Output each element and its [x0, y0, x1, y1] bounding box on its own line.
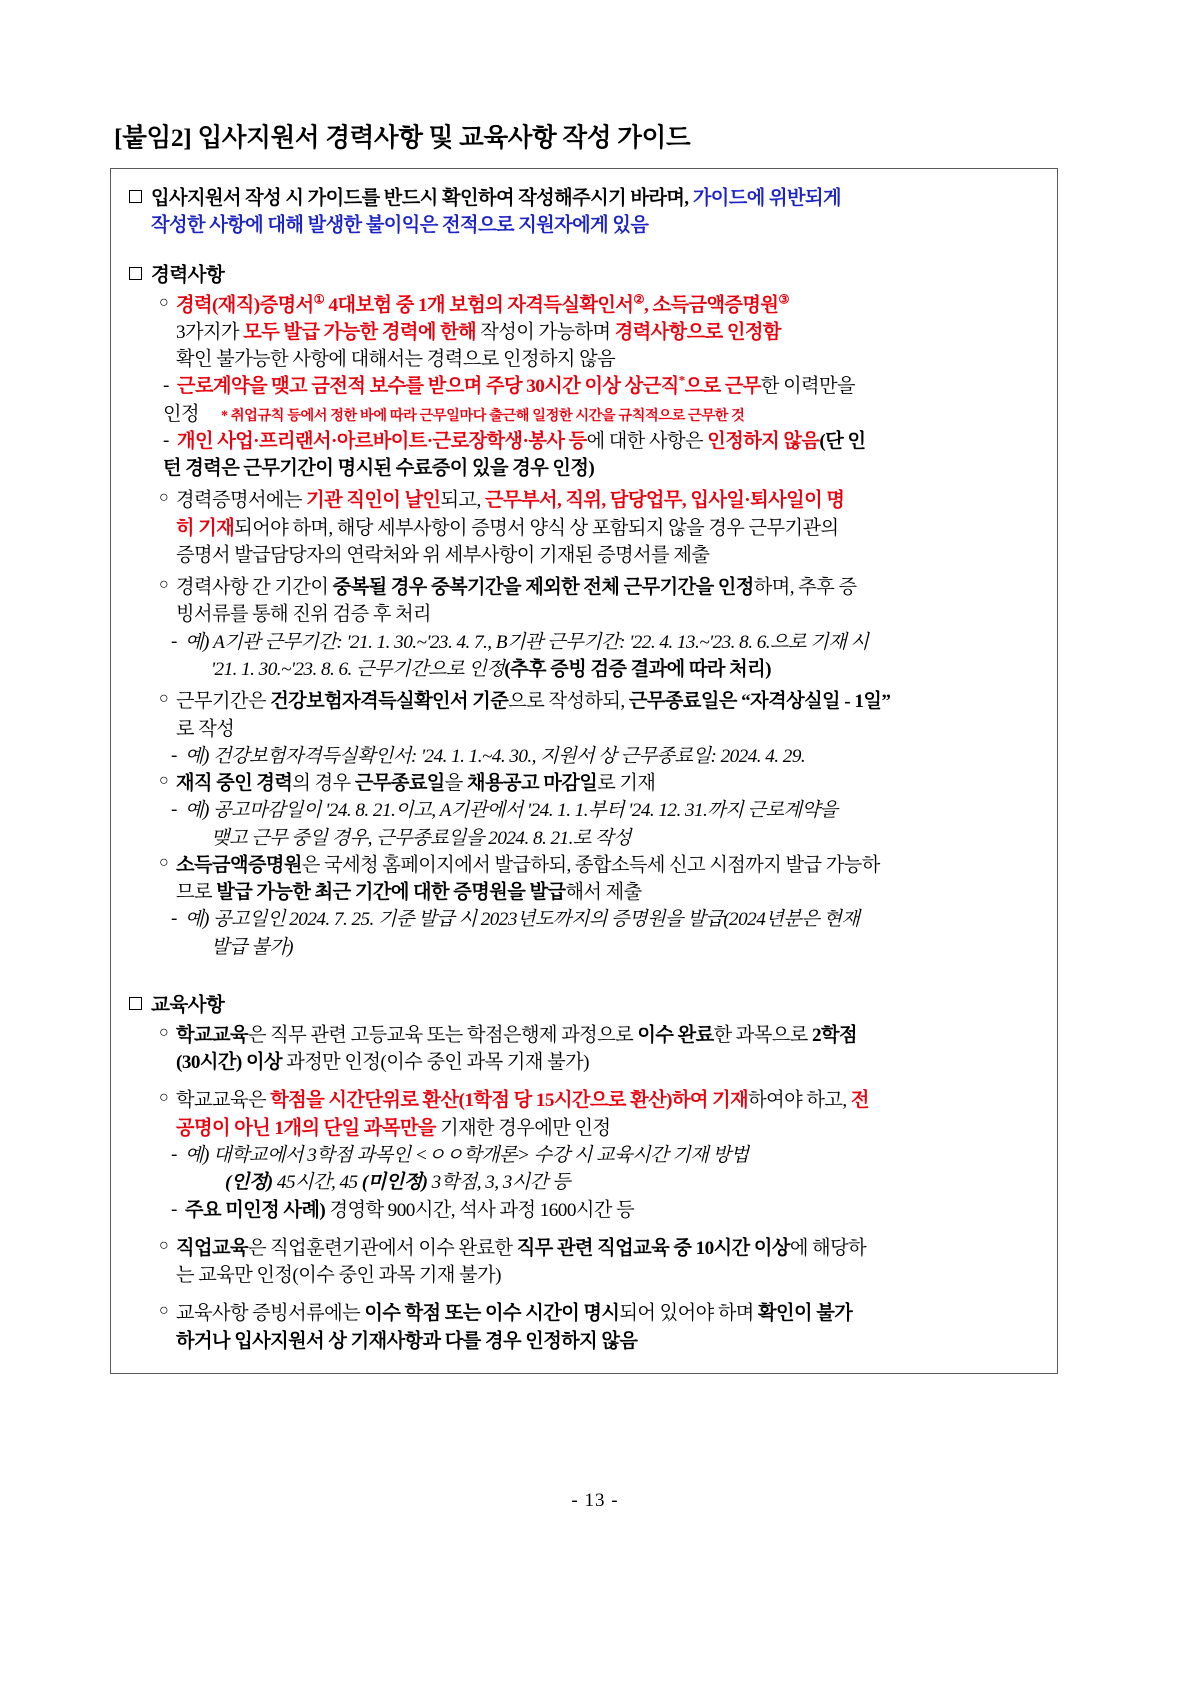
edu-1-line1b: 은 직무 관련 고등교육 또는 학점은행제 과정으로 — [247, 1024, 638, 1046]
career-6-line1b: 은 국세청 홈페이지에서 발급하되, 종합소득세 신고 시점까지 발급 가능하 — [301, 854, 880, 876]
career-1-sub1-cont: 인정 — [163, 403, 199, 425]
career-1-sub1-black: 한 이력만을 — [760, 376, 856, 398]
bullet-dash-icon: - — [171, 630, 178, 652]
career-3-ex-line1: 예) A기관 근무기간: '21. 1. 30.~'23. 4. 7., B기관 근무기간: '22. 4. 13.~'23. 8. 6.으로 기재 시 — [185, 631, 869, 653]
section-heading-career — [129, 259, 1041, 287]
education-item-2-example — [171, 1142, 1041, 1197]
edu-3-line1b: 은 직업훈련기관에서 이수 완료한 — [247, 1237, 517, 1259]
edu-2-line1d: 전 — [850, 1090, 869, 1112]
edu-2-line1a: 학교교육은 — [176, 1090, 271, 1112]
career-1-sub1-redb: 으로 근무 — [684, 376, 761, 398]
career-heading-label: 경력사항 — [151, 264, 225, 286]
education-item-4 — [159, 1300, 1041, 1355]
edu-1-line2b: 과정만 인정(이수 중인 과목 기재 불가) — [281, 1052, 589, 1074]
bullet-dash-icon: - — [171, 908, 178, 930]
career-6-line2c: 해서 제출 — [565, 882, 642, 904]
career-2-line1a: 경력증명서에는 — [176, 490, 307, 512]
bullet-circle-icon: ○ — [159, 772, 169, 790]
career-6-line1a: 소득금액증명원 — [176, 854, 302, 876]
edu-2-ex-line3-bold: 주요 미인정 사례) — [185, 1199, 326, 1221]
edu-2-ex-line2-tag2: (미인정) — [361, 1172, 428, 1194]
edu-4-line2: 하거나 입사지원서 상 기재사항과 다를 경우 인정하지 않음 — [176, 1330, 638, 1352]
education-item-2 — [159, 1087, 1041, 1142]
edu-1-line2a: (30시간) 이상 — [176, 1052, 282, 1074]
notice-line2: 작성한 사항에 대해 발생한 불이익은 전적으로 지원자에게 있음 — [151, 215, 649, 237]
career-6-ex-line1: 예) 공고일인 2024. 7. 25. 기준 발급 시 2023년도까지의 증명원을 발급(2024년분은 현재 — [185, 909, 860, 931]
edu-2-line2b: 기재한 경우에만 인정 — [435, 1117, 611, 1139]
edu-2-ex-line1: 예) 대학교에서 3학점 과목인 <ㅇㅇ학개론> 수강 시 교육시간 기재 방법 — [185, 1144, 749, 1166]
career-item-4-example — [171, 743, 1041, 770]
checkbox-icon — [129, 267, 142, 280]
career-item-6-example — [171, 906, 1041, 961]
bullet-dash-icon: - — [163, 375, 170, 397]
career-5-line1a: 재직 중인 경력 — [176, 773, 293, 795]
guide-frame — [110, 168, 1058, 1374]
bullet-dash-icon: - — [171, 1198, 178, 1220]
career-3-line1a: 경력사항 간 기간이 — [176, 577, 333, 599]
career-5-line1f: 로 기재 — [597, 773, 656, 795]
education-heading-label: 교육사항 — [151, 994, 225, 1016]
career-1-sub2-line2: 턴 경력은 근무기간이 명시된 수료증이 있을 경우 인정) — [163, 458, 595, 480]
bullet-circle-icon: ○ — [159, 293, 169, 311]
edu-4-line1c: 되어 있어야 하며 — [619, 1303, 759, 1325]
career-1-line1a: 경력(재직)증명서 — [176, 294, 314, 316]
edu-4-line1b: 이수 학점 또는 이수 시간이 명시 — [364, 1303, 620, 1325]
career-6-ex-line2: 발급 불가) — [211, 936, 294, 958]
career-2-line1b: 기관 직인이 날인 — [306, 490, 441, 512]
career-1-sub2-black-b: (단 인 — [819, 430, 866, 452]
edu-3-line1d: 에 해당하 — [789, 1237, 867, 1259]
career-4-line1c: 으로 작성하되, — [508, 691, 629, 713]
career-item-2 — [159, 487, 1041, 569]
career-5-ex-line1: 예) 공고마감일이 '24. 8. 21.이고, A기관에서 '24. 1. 1.부터 '24. 12. 31.까지 근로계약을 — [185, 800, 838, 822]
edu-2-line2a: 공명이 아닌 1개의 단일 과목만을 — [176, 1117, 436, 1139]
page-title: [붙임2] 입사지원서 경력사항 및 교육사항 작성 가이드 — [114, 123, 691, 152]
career-1-line2c: 작성이 가능하며 — [476, 321, 615, 343]
career-1-sub2-red-a: 개인 사업·프리랜서·아르바이트·근로장학생·봉사 등 — [177, 430, 587, 452]
career-4-ex: 예) 건강보험자격득실확인서: '24. 1. 1.~4. 30., 지원서 상 근무종료일: 2024. 4. 29. — [185, 745, 806, 767]
bullet-circle-icon: ○ — [159, 1236, 169, 1254]
bullet-circle-icon: ○ — [159, 1089, 169, 1107]
edu-1-line1a: 학교교육 — [176, 1024, 248, 1046]
career-4-line1d: 근무종료일은 “자격상실일 - 1일” — [628, 691, 891, 713]
career-1-sub1-star: * — [678, 372, 685, 388]
career-5-line1e: 채용공고 마감일 — [467, 773, 598, 795]
career-5-line1c: 근무종료일 — [354, 773, 445, 795]
career-1-line2b: 모두 발급 가능한 경력에 한해 — [243, 321, 477, 343]
career-5-line1b: 의 경우 — [292, 773, 355, 795]
bullet-dash-icon: - — [171, 799, 178, 821]
career-item-6 — [159, 852, 1041, 907]
notice-line1-blue: 가이드에 위반되게 — [692, 188, 841, 209]
career-item-3-example — [171, 629, 1041, 684]
checkbox-icon — [129, 997, 142, 1010]
career-item-1-sub-1 — [163, 373, 1041, 428]
edu-3-line1a: 직업교육 — [176, 1237, 248, 1259]
bullet-dash-icon: - — [163, 429, 170, 451]
career-4-line1b: 건강보험자격득실확인서 기준 — [270, 691, 509, 713]
edu-3-line1c: 직무 관련 직업교육 중 10시간 이상 — [516, 1237, 790, 1259]
career-item-3 — [159, 574, 1041, 629]
career-3-ex-line2-bold: (추후 증빙 검증 결과에 따라 처리) — [504, 658, 771, 680]
career-2-line1c: 되고, — [440, 490, 486, 512]
notice-line1-black: 입사지원서 작성 시 가이드를 반드시 확인하여 작성해주시기 바라며, — [151, 188, 693, 209]
career-6-line2b: 발급 가능한 최근 기간에 대한 증명원을 발급 — [216, 882, 566, 904]
career-3-line2: 빙서류를 통해 진위 검증 후 처리 — [176, 604, 432, 626]
bullet-circle-icon: ○ — [159, 576, 169, 594]
career-2-line2b: 되어야 하며, 해당 세부사항이 증명서 양식 상 포함되지 않을 경우 근무기관의 — [234, 517, 839, 539]
career-2-line2a: 히 기재 — [176, 517, 235, 539]
footnote-marker-3: ③ — [778, 292, 790, 307]
career-1-line2d: 경력사항으로 인정함 — [614, 321, 781, 343]
career-3-ex-line2-italic: '21. 1. 30.~'23. 8. 6. 근무기간으로 인정 — [211, 658, 505, 680]
edu-2-line1c: 하여야 하고, — [748, 1090, 851, 1112]
career-item-1-sub-2 — [163, 428, 1041, 483]
notice-block — [129, 185, 1041, 240]
section-heading-education — [129, 989, 1041, 1017]
edu-2-ex-line2-txt1: 45시간, 45 — [272, 1172, 362, 1194]
career-4-line2: 로 작성 — [176, 718, 235, 740]
career-1-footnote: * 취업규칙 등에서 정한 바에 따라 근무일마다 출근해 일정한 시간을 규칙적으로 근무한 것 — [220, 407, 745, 424]
page-number: - 13 - — [571, 1490, 619, 1511]
edu-2-ex-line2-tag1: (인정) — [225, 1172, 273, 1194]
career-1-line1b: 4대보험 중 1개 보험의 자격득실확인서 — [324, 294, 634, 316]
edu-1-line1c: 이수 완료 — [637, 1024, 714, 1046]
bullet-circle-icon: ○ — [159, 489, 169, 507]
edu-1-line1e: 2학점 — [812, 1024, 858, 1046]
career-2-line1d: 근무부서, 직위, 담당업무, 입사일·퇴사일이 명 — [485, 490, 845, 512]
career-4-line1a: 근무기간은 — [176, 691, 271, 713]
career-1-sub2-black-a: 에 대한 사항은 — [586, 430, 708, 452]
bullet-dash-icon: - — [171, 744, 178, 766]
edu-4-line1d: 확인이 불가 — [758, 1303, 853, 1325]
education-item-1 — [159, 1022, 1041, 1077]
career-2-line3: 증명서 발급담당자의 연락처와 위 세부사항이 기재된 증명서를 제출 — [176, 544, 710, 566]
career-3-line1b: 중복될 경우 중복기간을 제외한 전체 근무기간을 인정 — [332, 577, 754, 599]
checkbox-icon — [129, 190, 142, 203]
bullet-dash-icon: - — [171, 1143, 178, 1165]
footnote-marker-2: ② — [633, 292, 644, 307]
education-item-3 — [159, 1235, 1041, 1290]
career-1-line2a: 3가지가 — [176, 321, 244, 343]
career-3-line1c: 하며, 추후 증 — [753, 577, 857, 599]
career-item-5-example — [171, 797, 1041, 852]
footnote-marker-1: ① — [313, 292, 325, 307]
career-1-sub1-red: 근로계약을 맺고 금전적 보수를 받으며 주당 30시간 이상 상근직 — [177, 376, 679, 398]
edu-4-line1a: 교육사항 증빙서류에는 — [176, 1303, 365, 1325]
edu-2-line1b: 학점을 시간단위로 환산(1학점 당 15시간으로 환산)하여 기재 — [270, 1090, 749, 1112]
career-item-4 — [159, 688, 1041, 743]
bullet-circle-icon: ○ — [159, 853, 169, 871]
edu-1-line1d: 한 과목으로 — [713, 1024, 812, 1046]
career-1-line3: 확인 불가능한 사항에 대해서는 경력으로 인정하지 않음 — [176, 349, 616, 371]
career-1-sub2-red-b: 인정하지 않음 — [707, 430, 820, 452]
career-item-1 — [159, 292, 1041, 374]
education-item-2-nonrecognized — [171, 1197, 1041, 1224]
edu-2-ex-line3-text: 경영학 900시간, 석사 과정 1600시간 등 — [325, 1199, 635, 1221]
career-1-line1c: , 소득금액증명원 — [644, 294, 779, 316]
career-5-ex-line2: 맺고 근무 중일 경우, 근무종료일을 2024. 8. 21.로 작성 — [211, 827, 632, 849]
edu-3-line2: 는 교육만 인정(이수 중인 과목 기재 불가) — [176, 1265, 501, 1287]
bullet-circle-icon: ○ — [159, 1023, 169, 1041]
bullet-circle-icon: ○ — [159, 690, 169, 708]
career-6-line2a: 므로 — [176, 882, 217, 904]
career-5-line1d: 을 — [444, 773, 468, 795]
edu-2-ex-line2-txt2: 3학점, 3, 3시간 등 — [427, 1172, 570, 1194]
bullet-circle-icon: ○ — [159, 1302, 169, 1320]
career-item-5 — [159, 770, 1041, 797]
